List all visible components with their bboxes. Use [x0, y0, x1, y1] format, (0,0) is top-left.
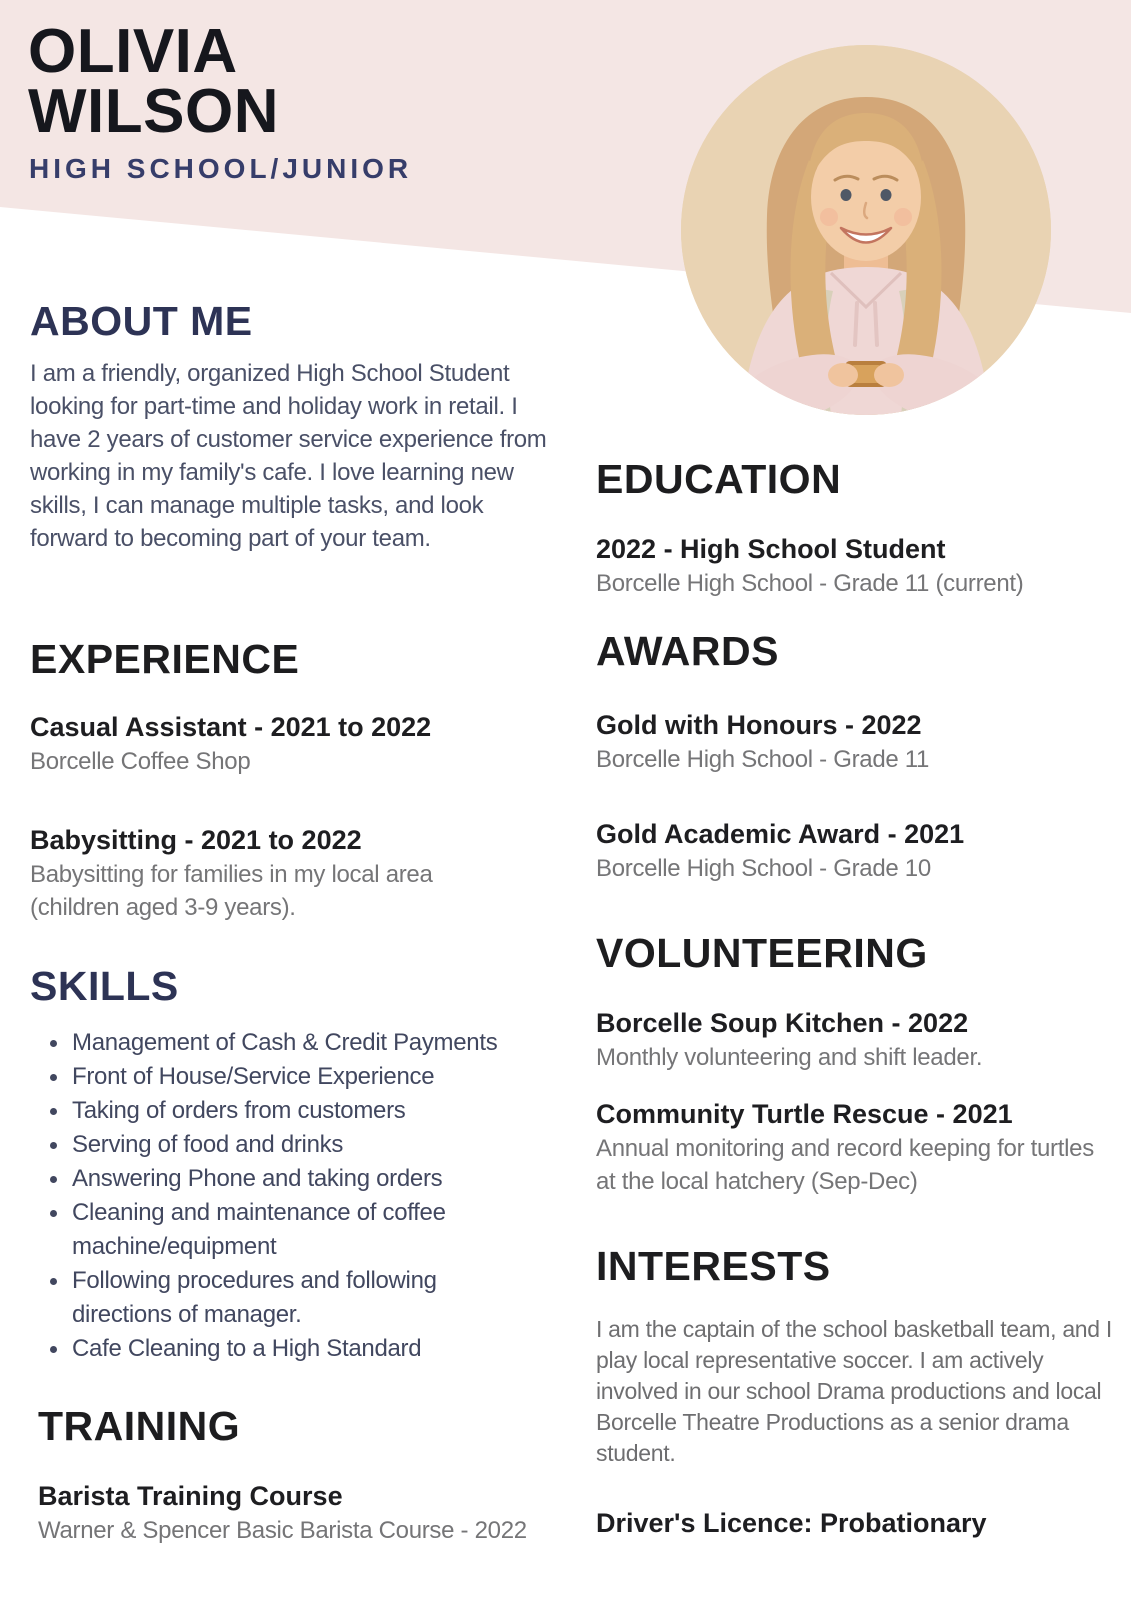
candidate-subtitle: HIGH SCHOOL/JUNIOR — [29, 153, 413, 184]
skills-list — [30, 1026, 540, 1366]
experience-item-description: Borcelle Coffee Shop — [30, 748, 251, 775]
section-training — [38, 1402, 558, 1547]
candidate-name — [28, 17, 279, 146]
training-item — [38, 1478, 558, 1547]
award-item-title: Gold with Honours - 2022 — [596, 710, 922, 740]
training-item-description: Warner & Spencer Basic Barista Course - 2022 — [38, 1517, 527, 1544]
volunteering-item-description: Annual monitoring and record keeping for turtles at the local hatchery (Sep-Dec) — [596, 1135, 1094, 1195]
experience-item — [30, 822, 530, 924]
volunteering-item-title: Community Turtle Rescue - 2021 — [596, 1099, 1013, 1129]
education-item — [596, 531, 1131, 600]
profile-photo-illustration — [681, 45, 1051, 415]
section-about-me — [30, 297, 562, 555]
skills-heading: SKILLS — [30, 963, 179, 1009]
volunteering-item — [596, 1005, 1131, 1074]
about-me-paragraph: I am a friendly, organized High School Student looking for part-time and holiday work in retail. I have 2 years of customer service experience from working in my family's cafe. I love learning new skills, I can manage multiple tasks, and look forward to becoming part of your team. — [30, 360, 547, 552]
volunteering-item — [596, 1096, 1131, 1198]
section-interests — [596, 1242, 1128, 1469]
section-volunteering — [596, 929, 1131, 1198]
volunteering-item-title: Borcelle Soup Kitchen - 2022 — [596, 1008, 969, 1038]
volunteering-item-description: Monthly volunteering and shift leader. — [596, 1044, 983, 1071]
skill-item: • Cafe Cleaning to a High Standard — [70, 1332, 524, 1366]
section-awards — [596, 627, 1131, 885]
experience-item — [30, 709, 530, 778]
name-line-1: OLIVIA — [28, 17, 238, 86]
training-heading: TRAINING — [38, 1403, 241, 1449]
skill-item: • Following procedures and following directions of manager. — [70, 1264, 524, 1332]
interests-heading: INTERESTS — [596, 1243, 831, 1289]
skill-item: • Taking of orders from customers — [70, 1094, 524, 1128]
interests-paragraph: I am the captain of the school basketball team, and I play local representative soccer. I am actively involved in our school Drama productions and local Borcelle Theatre Productions as a senior drama student. — [596, 1316, 1112, 1466]
experience-item-title: Casual Assistant - 2021 to 2022 — [30, 712, 432, 742]
skill-item: • Answering Phone and taking orders — [70, 1162, 524, 1196]
education-heading: EDUCATION — [596, 456, 842, 502]
education-item-title: 2022 - High School Student — [596, 534, 946, 564]
award-item — [596, 707, 1131, 776]
profile-photo — [681, 45, 1051, 415]
drivers-licence: Driver's Licence: Probationary — [596, 1508, 987, 1538]
section-education — [596, 455, 1131, 600]
award-item-description: Borcelle High School - Grade 10 — [596, 855, 931, 882]
experience-heading: EXPERIENCE — [30, 636, 300, 682]
award-item-title: Gold Academic Award - 2021 — [596, 819, 965, 849]
award-item-description: Borcelle High School - Grade 11 — [596, 746, 930, 773]
award-item — [596, 816, 1131, 885]
section-experience — [30, 635, 530, 924]
education-item-description: Borcelle High School - Grade 11 (current) — [596, 570, 1024, 597]
awards-heading: AWARDS — [596, 628, 779, 674]
name-line-2: WILSON — [28, 77, 279, 146]
section-skills — [30, 962, 540, 1366]
training-item-title: Barista Training Course — [38, 1481, 343, 1511]
skill-item: • Management of Cash & Credit Payments — [70, 1026, 524, 1060]
experience-item-title: Babysitting - 2021 to 2022 — [30, 825, 362, 855]
skill-item: • Serving of food and drinks — [70, 1128, 524, 1162]
skill-item: • Front of House/Service Experience — [70, 1060, 524, 1094]
experience-item-description: Babysitting for families in my local area (children aged 3-9 years). — [30, 861, 433, 921]
about-me-heading: ABOUT ME — [30, 298, 253, 344]
volunteering-heading: VOLUNTEERING — [596, 930, 928, 976]
skill-item: • Cleaning and maintenance of coffee machine/equipment — [70, 1196, 524, 1264]
